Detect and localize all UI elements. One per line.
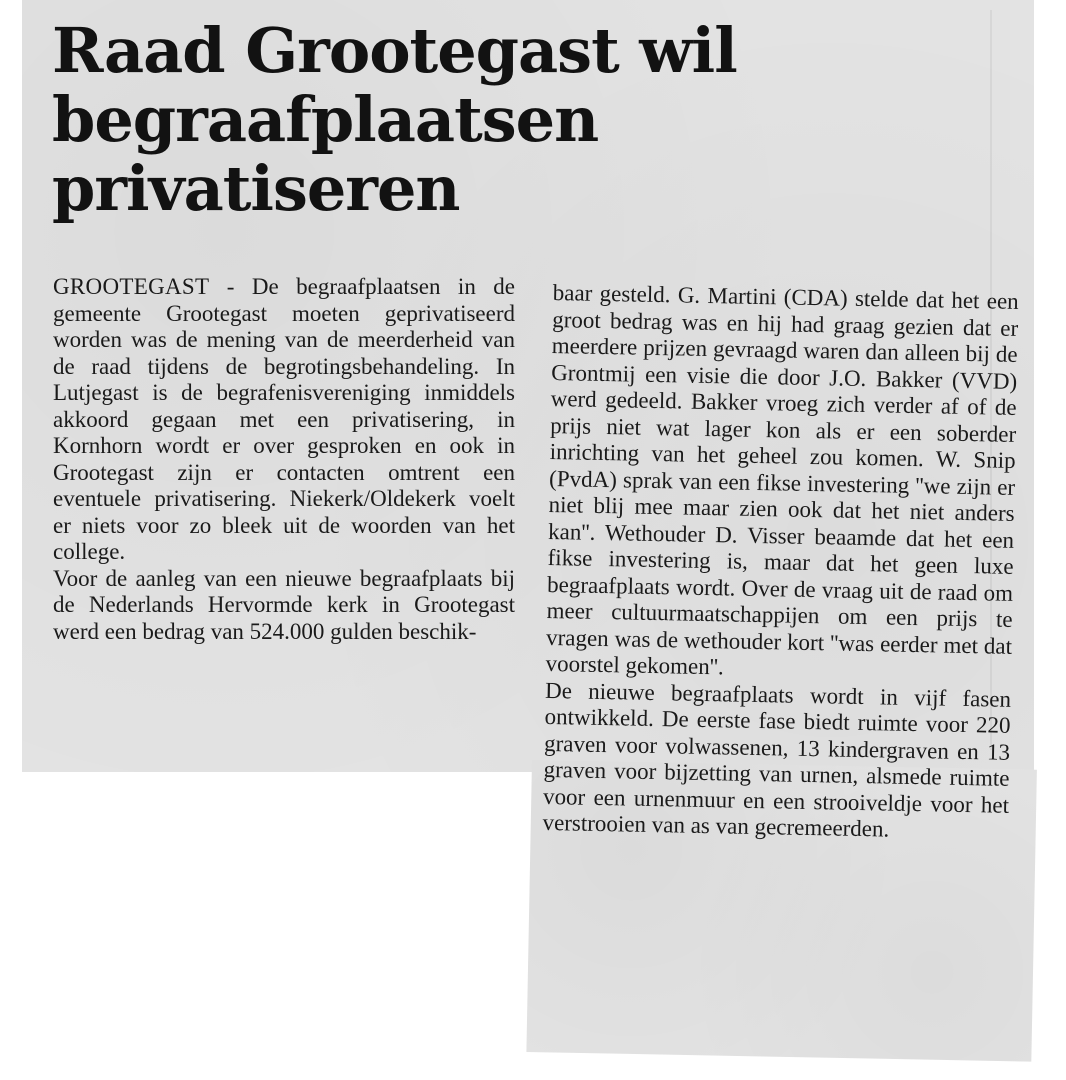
headline-line-2: begraafplaatsen (52, 83, 599, 156)
article-headline (52, 16, 852, 223)
article-column-right (542, 280, 1019, 845)
headline-line-1: Raad Grootegast wil (52, 14, 737, 87)
right-paragraph-2: De nieuwe begraafplaats wordt in vijf fasen ontwikkeld. De eerste fase biedt ruimte voor 220 graven voor volwassenen, 13 kindergraven en 13 graven voor bijzetting van urnen, alsmede ruimte voor een urnenmuur en een strooiveldje voor het verstrooien van as van gecremeerden. (542, 677, 1012, 842)
article-column-left (53, 274, 515, 645)
article-dateline: GROOTEGAST (53, 274, 210, 299)
left-paragraph-1 (53, 274, 515, 566)
left-paragraph-1-text: - De begraafplaatsen in de gemeente Grootegast moeten geprivatiseerd worden was de mening van de meerderheid van de raad tijdens de begrotingsbehandeling. In Lutjegast is de begrafenisvereniging inmiddels akkoord gegaan met een privatisering, in Kornhorn wordt er over gesproken en ook in Grootegast zijn er contacten omtrent een eventuele privatisering. Niekerk/Oldekerk voelt er niets voor zo bleek uit de woorden van het college. (53, 274, 515, 564)
right-paragraph-1: baar gesteld. G. Martini (CDA) stelde dat het een groot bedrag was en hij had graag gezien dat er meerdere prijzen gevraagd waren dan alleen bij de Grontmij een visie die door J.O. Bakker (VVD) werd gedeeld. Bakker vroeg zich verder af of de prijs niet wat lager kon als er een soberder inrichting van het geheel zou komen. W. Snip (PvdA) sprak van een fikse investering ''we zijn er niet blij mee maar zien ook dat het niet anders kan''. Wethouder D. Visser beaamde dat het een fikse investering is, maar dat het geen luxe begraafplaats wordt. Over de vraag uit de raad om meer cultuurmaatschappijen om een prijs te vragen was de wethouder kort ''was eerder met dat voorstel gekomen''. (545, 280, 1019, 680)
left-paragraph-2: Voor de aanleg van een nieuwe begraafplaats bij de Nederlands Hervormde kerk in Grootegast werd een bedrag van 524.000 gulden beschik- (53, 565, 515, 644)
headline-line-3: privatiseren (52, 152, 460, 225)
